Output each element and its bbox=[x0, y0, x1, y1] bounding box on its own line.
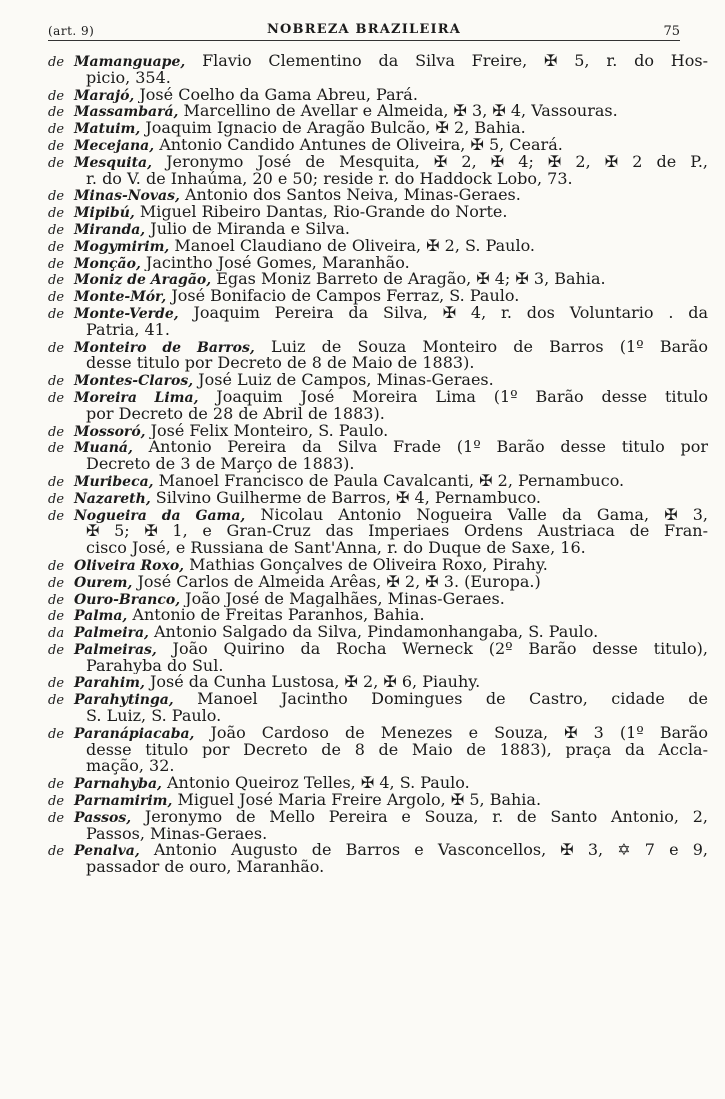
entry-text: Antonio Pereira da Silva Frade (1º Barão desse titulo por bbox=[132, 439, 708, 457]
entry-text: Antonio Candido Antunes de Oliveira, ✠ 5, Ceará. bbox=[154, 136, 563, 154]
entry-title: Mossoró, bbox=[74, 423, 146, 440]
entry-continuation-line: S. Luiz, S. Paulo. bbox=[86, 708, 222, 725]
entry-first-line bbox=[48, 103, 708, 120]
entry-first-line bbox=[48, 288, 708, 305]
entry-title: Mogymirim, bbox=[74, 238, 170, 255]
header-section-marker: (art. 9) bbox=[48, 24, 95, 38]
entry-prefix: de bbox=[48, 491, 65, 507]
entry-text: Mathias Gonçalves de Oliveira Roxo, Pirahy. bbox=[184, 556, 548, 574]
nobility-entry bbox=[48, 389, 708, 423]
nobility-entry bbox=[48, 255, 708, 272]
nobility-entry bbox=[48, 624, 708, 641]
nobility-entry bbox=[48, 305, 708, 339]
nobility-entry bbox=[48, 423, 708, 440]
entry-text: Manoel Jacintho Domingues de Castro, cidade de bbox=[173, 691, 708, 709]
entry-first-line bbox=[48, 842, 708, 859]
page-header bbox=[48, 22, 680, 42]
entry-title: Palma, bbox=[74, 608, 128, 625]
entry-continuation-line: r. do V. de Inhaúma, 20 e 50; reside r. do Haddock Lobo, 73. bbox=[86, 170, 573, 188]
nobility-entry bbox=[48, 103, 708, 120]
nobility-entry bbox=[48, 574, 708, 591]
entry-title: Mamanguape, bbox=[74, 54, 186, 70]
entry-first-line bbox=[48, 372, 708, 389]
nobility-entry bbox=[48, 271, 708, 288]
entry-continuation-line: desse titulo por Decreto de 8 de Maio de 1883), praça da Accla- bbox=[86, 741, 708, 759]
entry-title: Mesquita, bbox=[74, 154, 152, 171]
entry-first-line bbox=[48, 137, 708, 154]
entry-title: Miranda, bbox=[74, 221, 146, 238]
entry-first-line bbox=[48, 775, 708, 792]
entry-prefix: de bbox=[48, 609, 65, 625]
nobility-entry bbox=[48, 137, 708, 154]
entry-title: Monção, bbox=[74, 255, 141, 272]
nobility-entry bbox=[48, 557, 708, 574]
entry-text: João Cardoso de Menezes e Souza, ✠ 3 (1º Barão bbox=[194, 724, 708, 742]
nobility-entry bbox=[48, 339, 708, 373]
entry-text: Luiz de Souza Monteiro de Barros (1º Barão bbox=[254, 338, 708, 356]
entry-prefix: de bbox=[48, 642, 65, 658]
entry-text: Nicolau Antonio Nogueira Valle da Gama, ✠ 3, bbox=[245, 506, 708, 524]
entry-text: José Felix Monteiro, S. Paulo. bbox=[145, 422, 389, 440]
entry-prefix: de bbox=[48, 189, 65, 205]
entry-prefix: de bbox=[48, 138, 65, 154]
entry-text: José Bonifacio de Campos Ferraz, S. Paulo. bbox=[166, 288, 520, 305]
entry-first-line bbox=[48, 305, 708, 322]
entry-first-line bbox=[48, 389, 708, 406]
entry-prefix: de bbox=[48, 441, 65, 457]
entry-prefix: de bbox=[48, 122, 65, 137]
entry-first-line bbox=[48, 809, 708, 826]
entry-title: Monte-Verde, bbox=[74, 305, 179, 322]
entry-title: Parahytinga, bbox=[74, 692, 174, 709]
nobility-entry bbox=[48, 809, 708, 843]
nobility-entry bbox=[48, 187, 708, 204]
entry-continuation-line: cisco José, e Russiana de Sant'Anna, r. do Duque de Saxe, 16. bbox=[86, 540, 586, 557]
entry-text: Antonio Queiroz Telles, ✠ 4, S. Paulo. bbox=[161, 775, 470, 793]
nobility-entry bbox=[48, 53, 708, 87]
entry-continuation-line: desse titulo por Decreto de 8 de Maio de 1883). bbox=[86, 355, 475, 373]
entry-prefix: de bbox=[48, 508, 65, 524]
entry-first-line bbox=[48, 339, 708, 356]
entry-text: Jeronymo José de Mesquita, ✠ 2, ✠ 4; ✠ 2, ✠ 2 de P., bbox=[151, 153, 708, 171]
entry-first-line bbox=[48, 154, 708, 171]
entry-title: Paranápiacaba, bbox=[74, 725, 195, 742]
entry-text: Flavio Clementino da Silva Freire, ✠ 5, r. do Hos- bbox=[185, 53, 708, 70]
entry-prefix: de bbox=[48, 340, 65, 356]
entry-title: Parnahyba, bbox=[74, 776, 162, 793]
entry-continuation-line: Patria, 41. bbox=[86, 321, 170, 339]
nobility-entry bbox=[48, 792, 708, 809]
nobility-entry bbox=[48, 507, 708, 557]
entry-continuation-line: picio, 354. bbox=[86, 69, 171, 87]
entry-text: Antonio Augusto de Barros e Vasconcellos, ✠ 3, ✡ 7 e 9, bbox=[139, 842, 708, 860]
nobility-entry bbox=[48, 691, 708, 725]
entry-first-line bbox=[48, 591, 708, 608]
entry-first-line bbox=[48, 255, 708, 272]
entry-title: Ourem, bbox=[74, 574, 133, 591]
entry-text: Egas Moniz Barreto de Aragão, ✠ 4; ✠ 3, Bahia. bbox=[211, 271, 606, 289]
entry-first-line bbox=[48, 87, 708, 104]
nobility-entry bbox=[48, 591, 708, 608]
entry-title: Monteiro de Barros, bbox=[74, 339, 255, 356]
entry-prefix: de bbox=[48, 575, 65, 591]
entry-prefix: de bbox=[48, 206, 65, 221]
entry-title: Nogueira da Gama, bbox=[74, 507, 246, 524]
entry-title: Massambará, bbox=[74, 104, 179, 121]
nobility-entry bbox=[48, 725, 708, 775]
entry-text: Joaquim José Moreira Lima (1º Barão desse titulo bbox=[198, 388, 708, 406]
entry-title: Mipibú, bbox=[74, 205, 135, 221]
entry-continuation-line: passador de ouro, Maranhão. bbox=[86, 859, 325, 877]
entry-prefix: de bbox=[48, 693, 65, 709]
nobility-entry bbox=[48, 439, 708, 473]
nobility-entry bbox=[48, 372, 708, 389]
page-number: 75 bbox=[663, 24, 680, 39]
entry-text: Joaquim Ignacio de Aragão Bulcão, ✠ 2, Bahia. bbox=[140, 120, 526, 137]
entry-title: Muaná, bbox=[74, 440, 133, 457]
entry-text: Marcellino de Avellar e Almeida, ✠ 3, ✠ 4, Vassouras. bbox=[178, 103, 618, 121]
entry-text: Joaquim Pereira da Silva, ✠ 4, r. dos Voluntario . da bbox=[178, 304, 708, 322]
entry-prefix: de bbox=[48, 155, 65, 171]
entry-first-line bbox=[48, 725, 708, 742]
entry-first-line bbox=[48, 507, 708, 524]
entry-text: José Luiz de Campos, Minas-Geraes. bbox=[193, 372, 494, 389]
entry-first-line bbox=[48, 557, 708, 574]
entry-text: Antonio de Freitas Paranhos, Bahia. bbox=[127, 607, 425, 625]
nobility-entry bbox=[48, 221, 708, 238]
entry-prefix: de bbox=[48, 794, 65, 809]
entry-title: Muribeca, bbox=[74, 473, 154, 490]
header-rule bbox=[48, 40, 680, 41]
entry-title: Penalva, bbox=[74, 843, 140, 860]
entry-continuation-line: Parahyba do Sul. bbox=[86, 657, 224, 675]
entry-prefix: de bbox=[48, 777, 65, 793]
entry-title: Mecejana, bbox=[74, 137, 155, 154]
nobility-entry bbox=[48, 120, 708, 137]
entry-title: Moreira Lima, bbox=[74, 389, 199, 406]
entry-text: Antonio dos Santos Neiva, Minas-Geraes. bbox=[179, 187, 521, 205]
nobility-entry bbox=[48, 473, 708, 490]
entry-prefix: de bbox=[48, 474, 65, 490]
entry-prefix: de bbox=[48, 424, 65, 440]
entry-text: Manoel Francisco de Paula Cavalcanti, ✠ 2, Pernambuco. bbox=[153, 472, 625, 490]
entry-text: João Quirino da Rocha Werneck (2º Barão desse titulo), bbox=[156, 640, 708, 658]
entry-title: Parahim, bbox=[74, 675, 145, 692]
entry-prefix: de bbox=[48, 844, 65, 860]
nobility-entry bbox=[48, 204, 708, 221]
entry-first-line bbox=[48, 607, 708, 624]
entry-first-line bbox=[48, 221, 708, 238]
entry-first-line bbox=[48, 187, 708, 204]
entry-continuation-line: mação, 32. bbox=[86, 758, 175, 776]
entry-first-line bbox=[48, 238, 708, 255]
entry-title: Ouro-Branco, bbox=[74, 591, 181, 608]
entry-continuation-line: Decreto de 3 de Março de 1883). bbox=[86, 456, 355, 473]
entry-text: Antonio Salgado da Silva, Pindamonhangaba, S. Paulo. bbox=[148, 624, 599, 641]
entry-first-line bbox=[48, 792, 708, 809]
entry-prefix: de bbox=[48, 105, 65, 121]
nobility-entry bbox=[48, 87, 708, 104]
entry-text: Silvino Guilherme de Barros, ✠ 4, Pernambuco. bbox=[150, 489, 542, 507]
entry-prefix: de bbox=[48, 88, 65, 104]
entry-first-line bbox=[48, 674, 708, 691]
header-title: NOBREZA BRAZILEIRA bbox=[266, 22, 462, 37]
nobility-entry bbox=[48, 775, 708, 792]
entry-title: Nazareth, bbox=[74, 490, 151, 507]
entry-first-line bbox=[48, 490, 708, 507]
nobility-entry bbox=[48, 674, 708, 691]
entry-title: Parnamirim, bbox=[74, 793, 173, 809]
nobility-entry bbox=[48, 842, 708, 876]
entry-first-line bbox=[48, 204, 708, 221]
entry-title: Montes-Claros, bbox=[74, 373, 194, 389]
entry-title: Palmeiras, bbox=[74, 641, 157, 658]
entry-title: Moniz de Aragão, bbox=[74, 272, 212, 289]
entry-prefix: de bbox=[48, 222, 65, 238]
entry-first-line bbox=[48, 53, 708, 70]
nobility-entry bbox=[48, 288, 708, 305]
entry-first-line bbox=[48, 271, 708, 288]
entry-title: Palmeira, bbox=[74, 625, 149, 641]
entry-title: Passos, bbox=[74, 809, 132, 826]
entry-text: José da Cunha Lustosa, ✠ 2, ✠ 6, Piauhy. bbox=[144, 674, 481, 692]
entry-prefix: da bbox=[48, 626, 65, 641]
entry-title: Matuim, bbox=[74, 121, 141, 137]
entry-title: Monte-Mór, bbox=[74, 289, 167, 305]
entry-first-line bbox=[48, 439, 708, 456]
entry-first-line bbox=[48, 120, 708, 137]
entry-text: José Coelho da Gama Abreu, Pará. bbox=[134, 86, 418, 104]
entry-prefix: de bbox=[48, 592, 65, 608]
entry-title: Oliveira Roxo, bbox=[74, 557, 185, 574]
entry-text: Miguel Ribeiro Dantas, Rio-Grande do Norte. bbox=[134, 204, 508, 221]
nobility-entry bbox=[48, 238, 708, 255]
entry-prefix: de bbox=[48, 306, 65, 322]
entry-text: Jacintho José Gomes, Maranhão. bbox=[140, 254, 410, 272]
entry-prefix: de bbox=[48, 390, 65, 406]
entry-prefix: de bbox=[48, 55, 65, 70]
entry-prefix: de bbox=[48, 726, 65, 742]
entry-first-line bbox=[48, 641, 708, 658]
entry-prefix: de bbox=[48, 374, 65, 389]
entry-text: Manoel Claudiano de Oliveira, ✠ 2, S. Paulo. bbox=[169, 237, 536, 255]
nobility-entry bbox=[48, 154, 708, 188]
entry-first-line bbox=[48, 624, 708, 641]
entry-prefix: de bbox=[48, 256, 65, 272]
entry-prefix: de bbox=[48, 558, 65, 574]
entry-first-line bbox=[48, 423, 708, 440]
nobility-entry bbox=[48, 607, 708, 624]
entry-first-line bbox=[48, 691, 708, 708]
entry-list bbox=[48, 53, 708, 876]
entry-text: Miguel José Maria Freire Argolo, ✠ 5, Bahia. bbox=[172, 792, 542, 809]
entry-text: Julio de Miranda e Silva. bbox=[145, 220, 351, 238]
nobility-entry bbox=[48, 490, 708, 507]
entry-continuation-line: por Decreto de 28 de Abril de 1883). bbox=[86, 405, 385, 423]
nobility-entry bbox=[48, 641, 708, 675]
entry-prefix: de bbox=[48, 239, 65, 255]
entry-prefix: de bbox=[48, 676, 65, 692]
entry-prefix: de bbox=[48, 810, 65, 826]
entry-text: Jeronymo de Mello Pereira e Souza, r. de Santo Antonio, 2, bbox=[131, 808, 708, 826]
entry-prefix: de bbox=[48, 290, 65, 305]
entry-text: José Carlos de Almeida Arêas, ✠ 2, ✠ 3. (Europa.) bbox=[132, 573, 541, 591]
entry-continuation-line: Passos, Minas-Geraes. bbox=[86, 825, 268, 843]
entry-first-line bbox=[48, 574, 708, 591]
entry-text: João José de Magalhães, Minas-Geraes. bbox=[180, 590, 505, 608]
entry-title: Minas-Novas, bbox=[74, 188, 180, 205]
entry-prefix: de bbox=[48, 273, 65, 289]
entry-title: Marajó, bbox=[74, 87, 135, 104]
entry-first-line bbox=[48, 473, 708, 490]
entry-continuation-line: ✠ 5; ✠ 1, e Gran-Cruz das Imperiaes Ordens Austriaca de Fran- bbox=[86, 523, 708, 541]
